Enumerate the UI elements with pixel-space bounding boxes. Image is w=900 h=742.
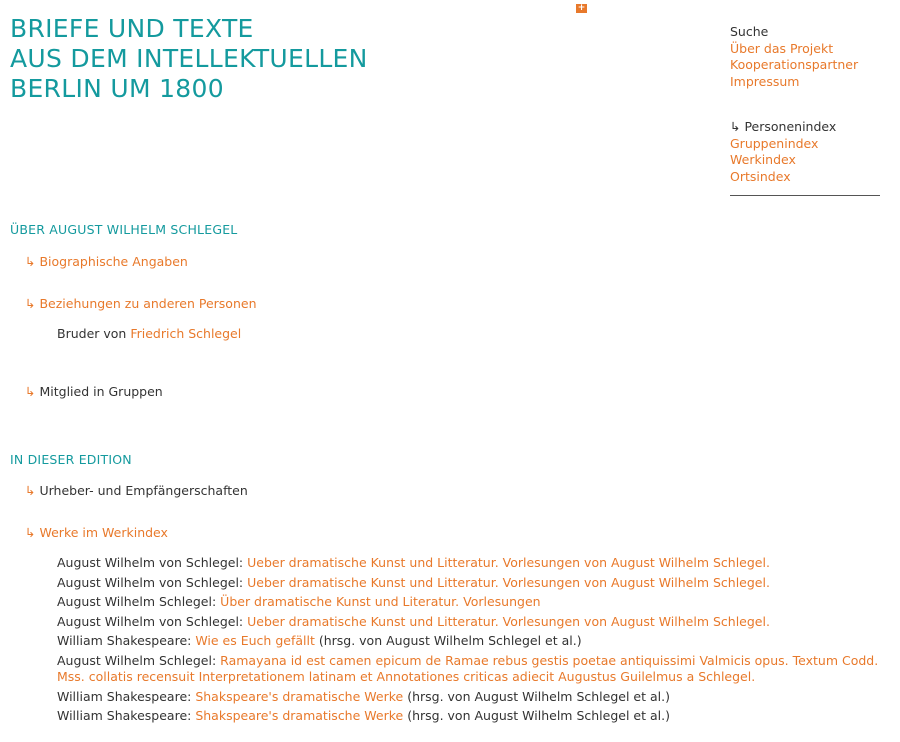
work-title-link[interactable]: Ueber dramatische Kunst und Litteratur. Vorlesungen von August Wilhelm Schlegel. — [247, 574, 770, 590]
work-item — [57, 575, 887, 592]
work-title-link[interactable]: Ramayana id est camen epicum de Ramae rebus gestis poetae antiquissimi Valmicis opus. Textum Codd. Mss. collatis recensuit Interpretationem latinam et Annotationes criticas adiecit Augustus Guilelmus a Schlegel. — [57, 652, 879, 684]
nav-divider — [730, 195, 880, 196]
works-list — [57, 555, 887, 728]
nav-imprint[interactable]: Impressum — [730, 73, 800, 89]
groups-item[interactable] — [25, 384, 163, 399]
relation-entry — [57, 326, 241, 341]
nav-groups-index[interactable]: Gruppenindex — [730, 135, 819, 151]
current-arrow-icon: ↳ — [730, 119, 741, 134]
site-title-line-3: BERLIN UM 1800 — [10, 74, 224, 103]
authorships-item[interactable] — [25, 483, 248, 498]
work-author: August Wilhelm von Schlegel: — [57, 555, 248, 570]
works-index-link-label[interactable]: Werke im Werkindex — [39, 525, 168, 540]
work-title-link[interactable]: Shakspeare's dramatische Werke — [195, 688, 404, 704]
side-navigation — [730, 24, 880, 196]
relations-link-label[interactable]: Beziehungen zu anderen Personen — [39, 296, 257, 311]
work-item — [57, 633, 887, 650]
work-title-link[interactable]: Wie es Euch gefällt — [195, 633, 315, 648]
nav-persons-index[interactable] — [730, 119, 880, 136]
nav-places-index[interactable]: Ortsindex — [730, 168, 791, 184]
plus-icon[interactable]: + — [577, 3, 586, 13]
site-title-line-1: BRIEFE UND TEXTE — [10, 14, 254, 43]
arrow-icon: ↳ — [25, 483, 36, 498]
nav-search[interactable]: Suche — [730, 24, 769, 39]
work-title-link[interactable]: Ueber dramatische Kunst und Litteratur. Vorlesungen von August Wilhelm Schlegel. — [247, 613, 770, 629]
work-author: August Wilhelm Schlegel: — [57, 652, 221, 668]
nav-persons-index-label: Personenindex — [744, 119, 837, 134]
work-author: William Shakespeare: — [57, 688, 196, 704]
relations-link[interactable] — [25, 296, 257, 311]
index-navigation — [730, 119, 880, 185]
nav-works-index[interactable]: Werkindex — [730, 152, 796, 167]
work-author: August Wilhelm von Schlegel: — [57, 613, 248, 629]
work-note: (hrsg. von August Wilhelm Schlegel et al.) — [314, 633, 582, 648]
work-item — [57, 653, 887, 686]
about-section-heading: ÜBER AUGUST WILHELM SCHLEGEL — [10, 222, 238, 237]
site-title-line-2: AUS DEM INTELLEKTUELLEN — [10, 44, 368, 73]
work-author: August Wilhelm von Schlegel: — [57, 574, 248, 590]
work-note: (hrsg. von August Wilhelm Schlegel et al.) — [403, 688, 670, 704]
work-item — [57, 689, 887, 706]
work-title-link[interactable]: Über dramatische Kunst und Literatur. Vorlesungen — [220, 594, 541, 609]
arrow-icon: ↳ — [25, 525, 36, 540]
bio-link[interactable] — [25, 254, 188, 269]
work-author: August Wilhelm Schlegel: — [57, 594, 221, 609]
nav-partners[interactable]: Kooperationspartner — [730, 57, 859, 72]
nav-about[interactable]: Über das Projekt — [730, 40, 834, 56]
arrow-icon: ↳ — [25, 296, 36, 311]
work-item — [57, 614, 887, 631]
groups-item-label: Mitglied in Gruppen — [39, 384, 163, 399]
work-title-link[interactable]: Shakspeare's dramatische Werke — [195, 708, 404, 723]
work-author: William Shakespeare: — [57, 633, 196, 648]
arrow-icon: ↳ — [25, 384, 36, 399]
work-title-link[interactable]: Ueber dramatische Kunst und Litteratur. Vorlesungen von August Wilhelm Schlegel. — [247, 555, 770, 570]
work-author: William Shakespeare: — [57, 708, 196, 723]
edition-section-heading: IN DIESER EDITION — [10, 452, 132, 467]
authorships-item-label: Urheber- und Empfängerschaften — [39, 483, 248, 498]
work-item — [57, 594, 887, 611]
site-title[interactable] — [10, 14, 368, 104]
arrow-icon: ↳ — [25, 254, 36, 269]
bio-link-label[interactable]: Biographische Angaben — [39, 254, 188, 269]
relation-person-link[interactable]: Friedrich Schlegel — [130, 326, 242, 341]
works-index-link[interactable] — [25, 525, 168, 540]
work-item — [57, 708, 887, 725]
work-note: (hrsg. von August Wilhelm Schlegel et al.) — [403, 708, 670, 723]
relation-prefix: Bruder von — [57, 326, 131, 341]
work-item — [57, 555, 887, 572]
